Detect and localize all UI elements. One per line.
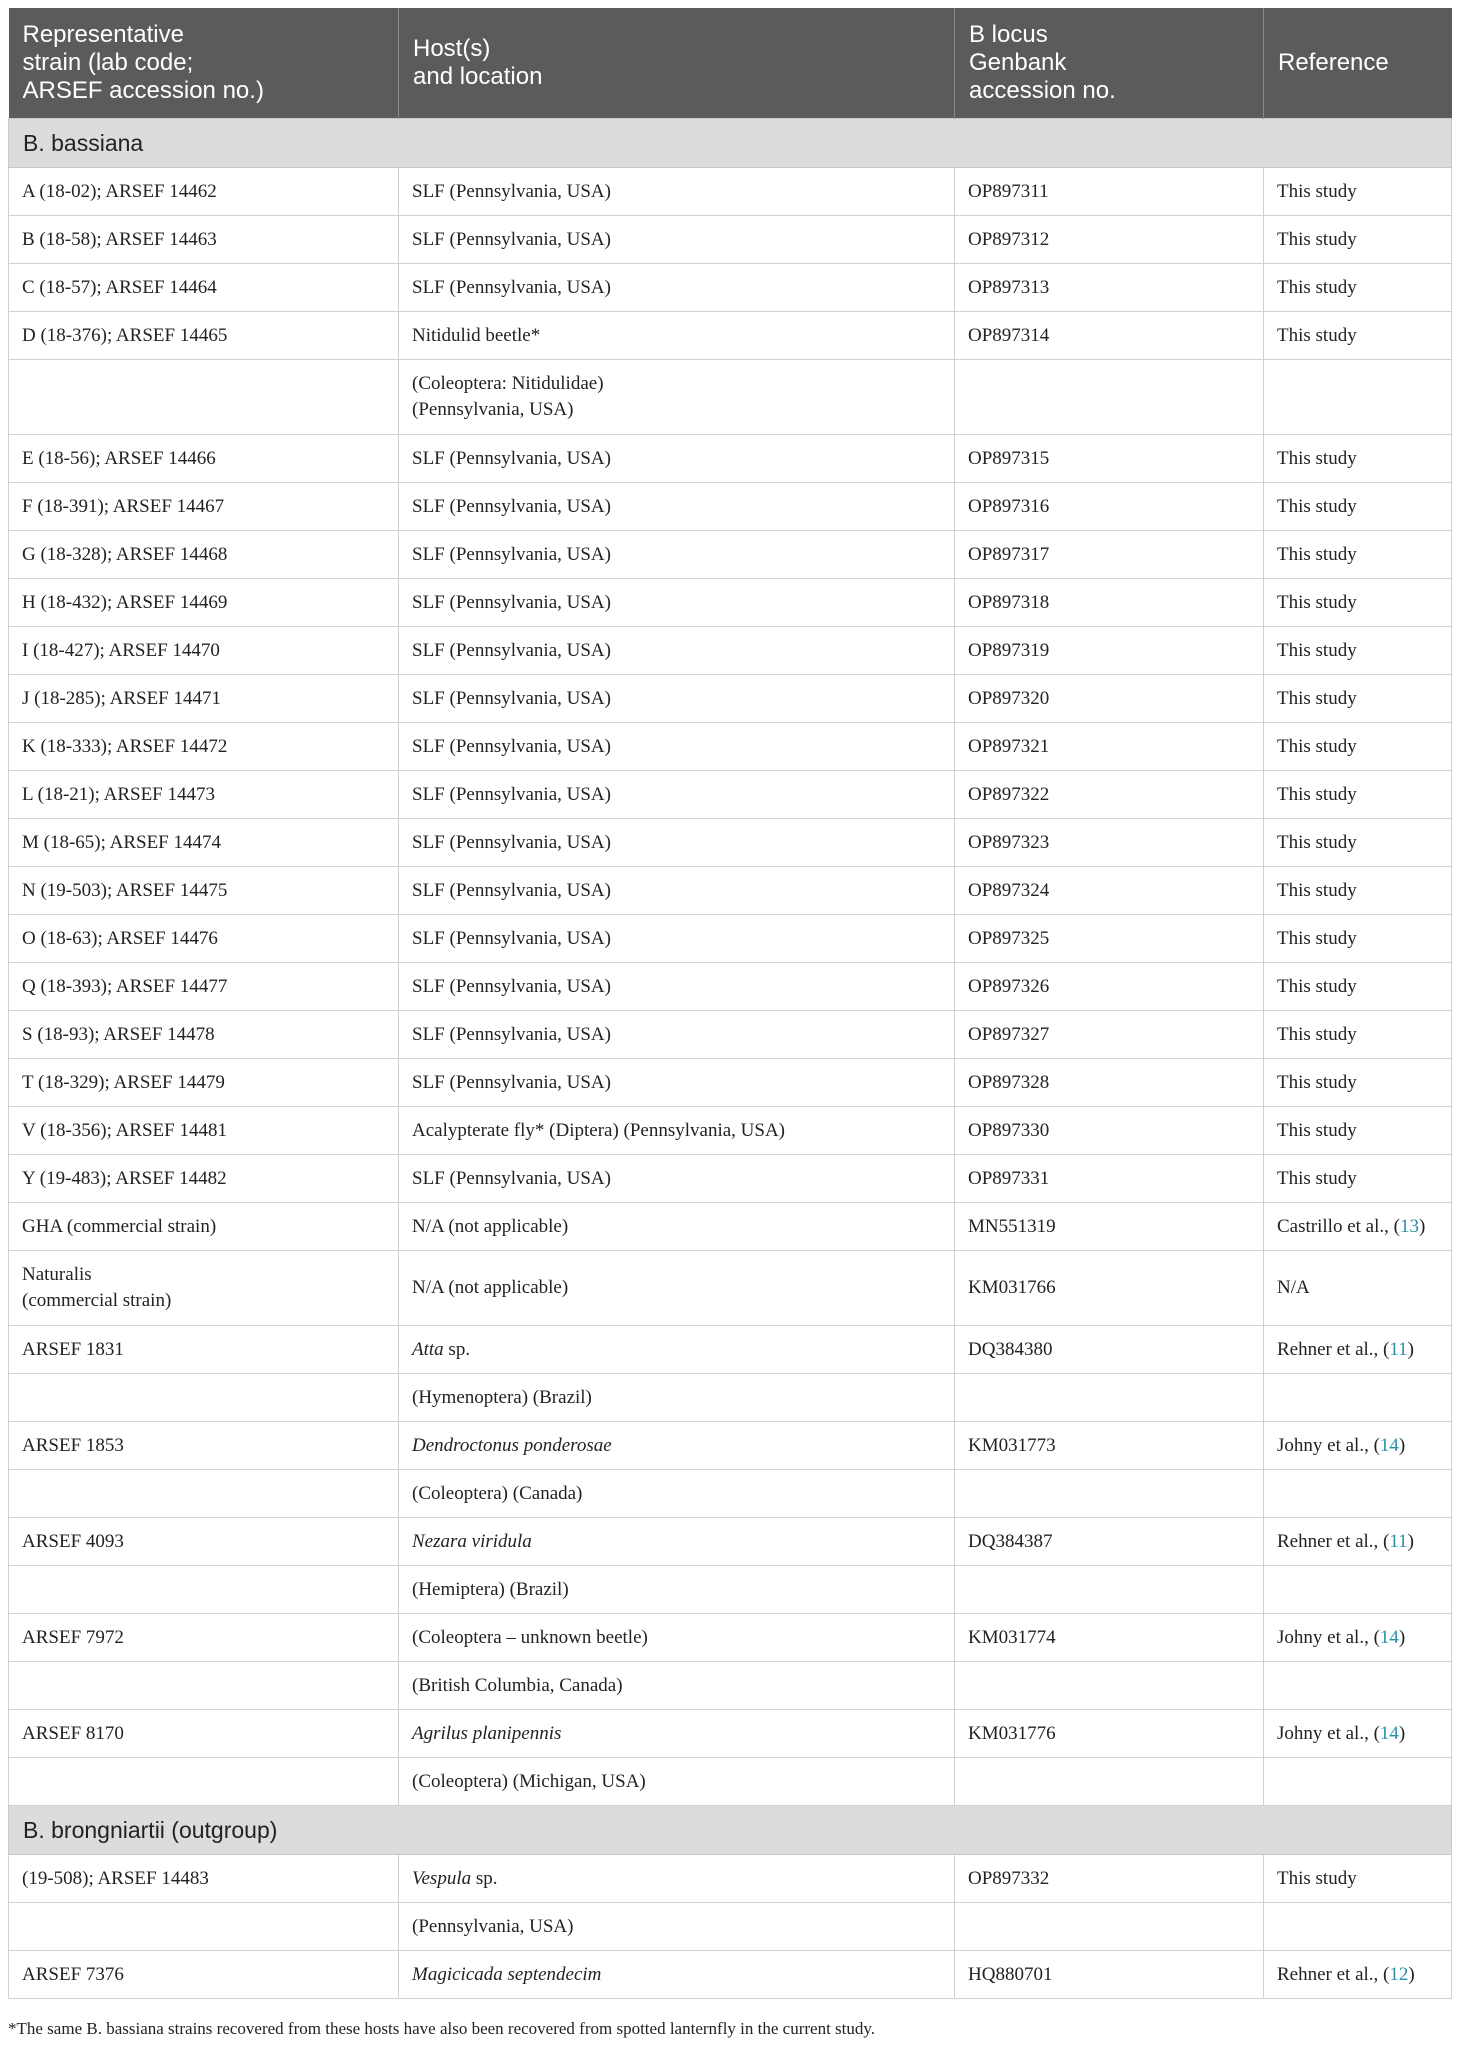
cell-strain: A (18-02); ARSEF 14462 xyxy=(9,168,399,216)
cell-accession: OP897320 xyxy=(955,675,1264,723)
cell-reference xyxy=(1264,1903,1452,1951)
cell-accession: OP897312 xyxy=(955,216,1264,264)
cell-host: (Coleoptera: Nitidulidae) (Pennsylvania, USA) xyxy=(399,360,955,435)
reference-link[interactable]: 11 xyxy=(1389,1338,1408,1360)
cell-reference xyxy=(1264,1951,1452,1999)
table-row xyxy=(9,264,1452,312)
cell-accession: MN551319 xyxy=(955,1203,1264,1251)
cell-strain: (19-508); ARSEF 14483 xyxy=(9,1855,399,1903)
cell-host: SLF (Pennsylvania, USA) xyxy=(399,1059,955,1107)
cell-host: (Hymenoptera) (Brazil) xyxy=(399,1374,955,1422)
table-row xyxy=(9,579,1452,627)
reference-close: ) xyxy=(1398,1434,1406,1456)
cell-reference: This study xyxy=(1264,1011,1452,1059)
reference-link[interactable]: 14 xyxy=(1379,1434,1399,1456)
table-body xyxy=(9,119,1452,1806)
cell-reference xyxy=(1264,1518,1452,1566)
reference-text: Rehner et al., ( xyxy=(1277,1338,1390,1360)
cell-accession: OP897313 xyxy=(955,264,1264,312)
header-reference: Reference xyxy=(1264,8,1452,119)
table-row xyxy=(9,1758,1452,1806)
cell-reference xyxy=(1264,1758,1452,1806)
cell-reference: This study xyxy=(1264,168,1452,216)
cell-host xyxy=(399,1710,955,1758)
cell-host: N/A (not applicable) xyxy=(399,1251,955,1326)
cell-strain: M (18-65); ARSEF 14474 xyxy=(9,819,399,867)
host-suffix: sp. xyxy=(443,1338,471,1360)
cell-accession: OP897326 xyxy=(955,963,1264,1011)
cell-reference: This study xyxy=(1264,771,1452,819)
table-body-outgroup xyxy=(9,1806,1452,1999)
cell-host: SLF (Pennsylvania, USA) xyxy=(399,675,955,723)
cell-host xyxy=(399,1951,955,1999)
header-accession: B locus Genbank accession no. xyxy=(955,8,1264,119)
cell-reference: This study xyxy=(1264,1107,1452,1155)
cell-strain: ARSEF 8170 xyxy=(9,1710,399,1758)
cell-reference: This study xyxy=(1264,627,1452,675)
cell-strain: J (18-285); ARSEF 14471 xyxy=(9,675,399,723)
cell-strain: ARSEF 7376 xyxy=(9,1951,399,1999)
cell-host: SLF (Pennsylvania, USA) xyxy=(399,723,955,771)
table-row xyxy=(9,1470,1452,1518)
cell-strain: H (18-432); ARSEF 14469 xyxy=(9,579,399,627)
cell-strain xyxy=(9,1374,399,1422)
table-row xyxy=(9,915,1452,963)
cell-strain: ARSEF 1853 xyxy=(9,1422,399,1470)
cell-strain: Naturalis (commercial strain) xyxy=(9,1251,399,1326)
reference-link[interactable]: 11 xyxy=(1389,1530,1408,1552)
cell-accession: OP897316 xyxy=(955,483,1264,531)
table-row xyxy=(9,867,1452,915)
cell-accession: OP897311 xyxy=(955,168,1264,216)
reference-close: ) xyxy=(1398,1626,1406,1648)
cell-host: SLF (Pennsylvania, USA) xyxy=(399,963,955,1011)
cell-host: Acalypterate fly* (Diptera) (Pennsylvania, USA) xyxy=(399,1107,955,1155)
table-row xyxy=(9,1662,1452,1710)
table-row xyxy=(9,1374,1452,1422)
reference-link[interactable]: 14 xyxy=(1379,1626,1399,1648)
cell-host xyxy=(399,1855,955,1903)
cell-strain: ARSEF 1831 xyxy=(9,1326,399,1374)
strains-table xyxy=(8,8,1452,1999)
cell-reference: This study xyxy=(1264,723,1452,771)
cell-host: SLF (Pennsylvania, USA) xyxy=(399,1155,955,1203)
cell-host: (Coleoptera) (Canada) xyxy=(399,1470,955,1518)
table-row xyxy=(9,360,1452,435)
cell-reference xyxy=(1264,1203,1452,1251)
table-container xyxy=(8,8,1451,1999)
cell-accession xyxy=(955,1758,1264,1806)
cell-strain: L (18-21); ARSEF 14473 xyxy=(9,771,399,819)
table-row xyxy=(9,627,1452,675)
cell-host: SLF (Pennsylvania, USA) xyxy=(399,168,955,216)
table-row xyxy=(9,1422,1452,1470)
cell-reference xyxy=(1264,1710,1452,1758)
table-row xyxy=(9,1710,1452,1758)
cell-accession: OP897328 xyxy=(955,1059,1264,1107)
cell-host xyxy=(399,1422,955,1470)
cell-reference: This study xyxy=(1264,1155,1452,1203)
reference-text: Johny et al., ( xyxy=(1277,1722,1380,1744)
table-row xyxy=(9,1855,1452,1903)
cell-strain: B (18-58); ARSEF 14463 xyxy=(9,216,399,264)
cell-reference: N/A xyxy=(1264,1251,1452,1326)
cell-host: SLF (Pennsylvania, USA) xyxy=(399,819,955,867)
cell-reference xyxy=(1264,1422,1452,1470)
table-row xyxy=(9,819,1452,867)
cell-strain: Q (18-393); ARSEF 14477 xyxy=(9,963,399,1011)
cell-accession xyxy=(955,360,1264,435)
cell-host: (Coleoptera) (Michigan, USA) xyxy=(399,1758,955,1806)
reference-close: ) xyxy=(1407,1338,1414,1360)
cell-reference: This study xyxy=(1264,1855,1452,1903)
cell-reference: This study xyxy=(1264,1059,1452,1107)
cell-strain xyxy=(9,1566,399,1614)
cell-strain xyxy=(9,1470,399,1518)
cell-accession: DQ384387 xyxy=(955,1518,1264,1566)
table-row xyxy=(9,312,1452,360)
cell-accession: KM031774 xyxy=(955,1614,1264,1662)
table-row xyxy=(9,1326,1452,1374)
cell-accession xyxy=(955,1662,1264,1710)
cell-accession: OP897319 xyxy=(955,627,1264,675)
cell-reference: This study xyxy=(1264,963,1452,1011)
cell-host: SLF (Pennsylvania, USA) xyxy=(399,915,955,963)
cell-host: SLF (Pennsylvania, USA) xyxy=(399,867,955,915)
cell-accession: OP897318 xyxy=(955,579,1264,627)
cell-accession: KM031776 xyxy=(955,1710,1264,1758)
header-strain: Representative strain (lab code; ARSEF accession no.) xyxy=(9,8,399,119)
host-species: Magicicada septendecim xyxy=(412,1963,602,1985)
reference-link[interactable]: 14 xyxy=(1379,1722,1399,1744)
group-label: B. brongniartii (outgroup) xyxy=(9,1806,1452,1855)
cell-strain: E (18-56); ARSEF 14466 xyxy=(9,435,399,483)
table-row xyxy=(9,216,1452,264)
cell-reference: This study xyxy=(1264,915,1452,963)
reference-text: Castrillo et al., ( xyxy=(1277,1215,1400,1237)
cell-host: SLF (Pennsylvania, USA) xyxy=(399,483,955,531)
host-species: Agrilus planipennis xyxy=(412,1722,562,1744)
cell-reference: This study xyxy=(1264,216,1452,264)
cell-accession xyxy=(955,1374,1264,1422)
cell-reference: This study xyxy=(1264,867,1452,915)
table-row xyxy=(9,771,1452,819)
reference-text: Johny et al., ( xyxy=(1277,1626,1380,1648)
footnote: *The same B. bassiana strains recovered from these hosts have also been recovered from spotted lanternfly in the current study. xyxy=(8,2019,876,2038)
cell-reference: This study xyxy=(1264,579,1452,627)
cell-reference xyxy=(1264,1614,1452,1662)
table-row xyxy=(9,1011,1452,1059)
cell-host: SLF (Pennsylvania, USA) xyxy=(399,771,955,819)
reference-text: Rehner et al., ( xyxy=(1277,1963,1390,1985)
cell-strain: F (18-391); ARSEF 14467 xyxy=(9,483,399,531)
cell-accession xyxy=(955,1903,1264,1951)
cell-host: Nitidulid beetle* xyxy=(399,312,955,360)
cell-host: (Hemiptera) (Brazil) xyxy=(399,1566,955,1614)
cell-host xyxy=(399,1326,955,1374)
table-row xyxy=(9,963,1452,1011)
group-row-brongniartii xyxy=(9,1806,1452,1855)
table-row xyxy=(9,1903,1452,1951)
cell-strain: GHA (commercial strain) xyxy=(9,1203,399,1251)
table-row xyxy=(9,1566,1452,1614)
reference-close: ) xyxy=(1418,1215,1426,1237)
cell-strain xyxy=(9,1903,399,1951)
reference-text: Rehner et al., ( xyxy=(1277,1530,1390,1552)
cell-accession xyxy=(955,1470,1264,1518)
cell-reference xyxy=(1264,1662,1452,1710)
cell-reference xyxy=(1264,1374,1452,1422)
table-row xyxy=(9,1614,1452,1662)
table-row xyxy=(9,1203,1452,1251)
cell-host: (British Columbia, Canada) xyxy=(399,1662,955,1710)
cell-accession: DQ384380 xyxy=(955,1326,1264,1374)
table-row xyxy=(9,675,1452,723)
cell-accession: OP897322 xyxy=(955,771,1264,819)
cell-strain: ARSEF 4093 xyxy=(9,1518,399,1566)
cell-reference xyxy=(1264,1566,1452,1614)
cell-accession: OP897315 xyxy=(955,435,1264,483)
cell-strain xyxy=(9,1662,399,1710)
cell-strain: T (18-329); ARSEF 14479 xyxy=(9,1059,399,1107)
reference-link[interactable]: 12 xyxy=(1389,1963,1409,1985)
cell-accession: HQ880701 xyxy=(955,1951,1264,1999)
cell-reference: This study xyxy=(1264,819,1452,867)
host-species: Atta xyxy=(412,1338,444,1360)
table-row xyxy=(9,168,1452,216)
cell-reference: This study xyxy=(1264,531,1452,579)
table-row xyxy=(9,1251,1452,1326)
cell-host: SLF (Pennsylvania, USA) xyxy=(399,435,955,483)
cell-strain xyxy=(9,360,399,435)
cell-strain: K (18-333); ARSEF 14472 xyxy=(9,723,399,771)
cell-reference: This study xyxy=(1264,435,1452,483)
cell-reference xyxy=(1264,360,1452,435)
cell-strain: ARSEF 7972 xyxy=(9,1614,399,1662)
cell-accession: OP897314 xyxy=(955,312,1264,360)
cell-strain: S (18-93); ARSEF 14478 xyxy=(9,1011,399,1059)
cell-strain: Y (19-483); ARSEF 14482 xyxy=(9,1155,399,1203)
table-row xyxy=(9,483,1452,531)
table-row xyxy=(9,435,1452,483)
cell-accession: OP897324 xyxy=(955,867,1264,915)
cell-strain: G (18-328); ARSEF 14468 xyxy=(9,531,399,579)
header-host: Host(s) and location xyxy=(399,8,955,119)
cell-host: (Pennsylvania, USA) xyxy=(399,1903,955,1951)
cell-strain: I (18-427); ARSEF 14470 xyxy=(9,627,399,675)
cell-accession: OP897325 xyxy=(955,915,1264,963)
cell-host: SLF (Pennsylvania, USA) xyxy=(399,627,955,675)
reference-close: ) xyxy=(1407,1530,1414,1552)
cell-host: SLF (Pennsylvania, USA) xyxy=(399,216,955,264)
cell-reference xyxy=(1264,1470,1452,1518)
reference-close: ) xyxy=(1398,1722,1406,1744)
cell-host: N/A (not applicable) xyxy=(399,1203,955,1251)
cell-host: SLF (Pennsylvania, USA) xyxy=(399,264,955,312)
cell-accession: OP897330 xyxy=(955,1107,1264,1155)
cell-accession: KM031773 xyxy=(955,1422,1264,1470)
cell-accession: OP897331 xyxy=(955,1155,1264,1203)
reference-text: Johny et al., ( xyxy=(1277,1434,1380,1456)
cell-accession: OP897321 xyxy=(955,723,1264,771)
table-row xyxy=(9,1059,1452,1107)
cell-host xyxy=(399,1518,955,1566)
table-row xyxy=(9,1951,1452,1999)
cell-accession: OP897317 xyxy=(955,531,1264,579)
cell-reference: This study xyxy=(1264,312,1452,360)
cell-reference: This study xyxy=(1264,675,1452,723)
reference-close: ) xyxy=(1408,1963,1415,1985)
cell-strain: O (18-63); ARSEF 14476 xyxy=(9,915,399,963)
cell-reference xyxy=(1264,1326,1452,1374)
cell-host: SLF (Pennsylvania, USA) xyxy=(399,531,955,579)
host-species: Nezara viridula xyxy=(412,1530,532,1552)
reference-link[interactable]: 13 xyxy=(1399,1215,1419,1237)
table-row xyxy=(9,1155,1452,1203)
cell-accession: OP897332 xyxy=(955,1855,1264,1903)
group-label: B. bassiana xyxy=(9,119,1452,168)
host-species: Vespula xyxy=(412,1867,472,1889)
host-species: Dendroctonus ponderosae xyxy=(412,1434,612,1456)
cell-reference: This study xyxy=(1264,483,1452,531)
table-row xyxy=(9,1107,1452,1155)
cell-host: SLF (Pennsylvania, USA) xyxy=(399,579,955,627)
cell-host: SLF (Pennsylvania, USA) xyxy=(399,1011,955,1059)
cell-accession xyxy=(955,1566,1264,1614)
cell-strain: N (19-503); ARSEF 14475 xyxy=(9,867,399,915)
table-header xyxy=(9,8,1452,119)
cell-accession: KM031766 xyxy=(955,1251,1264,1326)
cell-host: (Coleoptera – unknown beetle) xyxy=(399,1614,955,1662)
table-row xyxy=(9,1518,1452,1566)
cell-strain: V (18-356); ARSEF 14481 xyxy=(9,1107,399,1155)
cell-strain: D (18-376); ARSEF 14465 xyxy=(9,312,399,360)
cell-strain: C (18-57); ARSEF 14464 xyxy=(9,264,399,312)
cell-accession: OP897323 xyxy=(955,819,1264,867)
group-row-bassiana xyxy=(9,119,1452,168)
table-row xyxy=(9,723,1452,771)
cell-accession: OP897327 xyxy=(955,1011,1264,1059)
host-suffix: sp. xyxy=(471,1867,498,1889)
table-row xyxy=(9,531,1452,579)
cell-strain xyxy=(9,1758,399,1806)
cell-reference: This study xyxy=(1264,264,1452,312)
